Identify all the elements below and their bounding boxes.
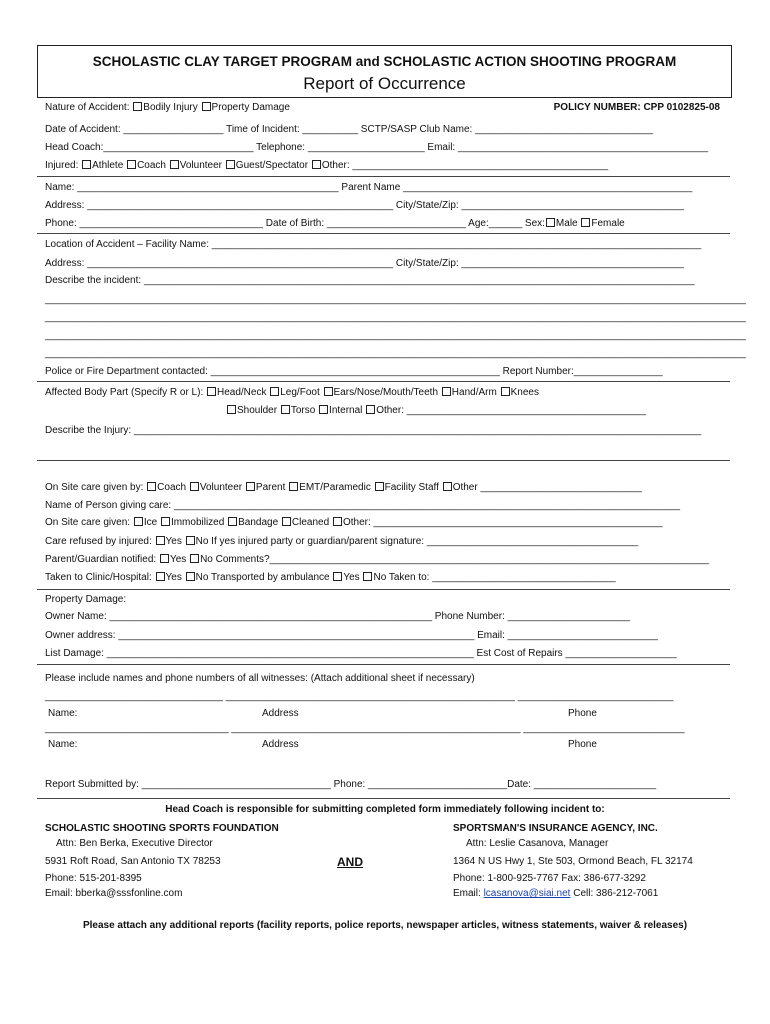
- coach-label: Coach: [137, 160, 166, 171]
- ears-nose-checkbox[interactable]: [324, 387, 333, 396]
- leg-foot-label: Leg/Foot: [280, 387, 320, 398]
- witness-name-label: Name:: [48, 708, 78, 719]
- blank-line[interactable]: ______________________________________________________________________________________________________________________________: [45, 294, 746, 305]
- head-coach-line[interactable]: Head Coach:___________________________ Telephone: _____________________ Email: _____________________________________________: [45, 142, 709, 153]
- ssf-org-name: SCHOLASTIC SHOOTING SPORTS FOUNDATION: [45, 823, 279, 834]
- witness-address-label: Address: [262, 708, 299, 719]
- divider: [37, 798, 730, 799]
- care-other-field[interactable]: Other _____________________________: [452, 482, 642, 493]
- torso-label: Torso: [290, 405, 316, 416]
- hospital-label: Taken to Clinic/Hospital:: [45, 572, 152, 583]
- volunteer-label: Volunteer: [179, 160, 223, 171]
- body-part-row-1: [45, 387, 539, 398]
- care-parent-label: Parent: [255, 482, 286, 493]
- coach-checkbox[interactable]: [127, 160, 136, 169]
- care-person-line[interactable]: Name of Person giving care: ___________________________________________________________________________________________: [45, 500, 681, 511]
- refused-no-checkbox[interactable]: [186, 536, 195, 545]
- witness-line[interactable]: ________________________________ ____________________________________________________ ____________________________: [45, 691, 674, 702]
- knees-checkbox[interactable]: [501, 387, 510, 396]
- internal-checkbox[interactable]: [319, 405, 328, 414]
- form-subtitle: Report of Occurrence: [303, 74, 466, 93]
- insurance-email-label: Email:: [453, 888, 481, 899]
- care-type-row: [45, 517, 663, 528]
- bodily-injury-label: Bodily Injury: [143, 102, 198, 113]
- female-label: Female: [591, 218, 625, 229]
- guest-checkbox[interactable]: [226, 160, 235, 169]
- guardian-notified-row: [45, 554, 709, 565]
- ambulance-label: No Transported by ambulance: [195, 572, 330, 583]
- care-by-label: On Site care given by:: [45, 482, 144, 493]
- insurance-email-link[interactable]: lcasanova@siai.net: [483, 888, 571, 899]
- divider: [37, 233, 730, 234]
- signature-field[interactable]: No If yes injured party or guardian/parent signature: ______________________________________: [195, 536, 639, 547]
- address-line-2[interactable]: Address: _______________________________________________________ City/State/Zip: ________________________________________: [45, 258, 684, 269]
- refused-yes-checkbox[interactable]: [156, 536, 165, 545]
- other-checkbox[interactable]: [312, 160, 321, 169]
- injured-label: Injured:: [45, 160, 79, 171]
- ice-checkbox[interactable]: [134, 517, 143, 526]
- insurance-attn: Attn: Leslie Casanova, Manager: [466, 838, 609, 849]
- care-coach-label: Coach: [157, 482, 187, 493]
- name-parent-line[interactable]: Name: _______________________________________________ Parent Name ____________________________________________________: [45, 182, 693, 193]
- describe-injury-line[interactable]: Describe the Injury: ______________________________________________________________________________________________________: [45, 425, 702, 436]
- policy-number: POLICY NUMBER: CPP 0102825-08: [553, 102, 720, 113]
- ambulance-no-checkbox[interactable]: [363, 572, 372, 581]
- divider: [37, 664, 730, 665]
- head-neck-label: Head/Neck: [217, 387, 267, 398]
- divider: [37, 381, 730, 382]
- care-staff-label: Facility Staff: [384, 482, 439, 493]
- refused-yes-label: Yes: [165, 536, 182, 547]
- insurance-phone: Phone: 1-800-925-7767 Fax: 386-677-3292: [453, 873, 646, 884]
- nature-of-accident-row: [45, 102, 290, 113]
- report-submitted-line[interactable]: Report Submitted by: __________________________________ Phone: _________________________Date: ______________________: [45, 779, 657, 790]
- bandage-checkbox[interactable]: [228, 517, 237, 526]
- hospital-no-checkbox[interactable]: [186, 572, 195, 581]
- witness-address-label: Address: [262, 739, 299, 750]
- care-given-by-row: [45, 482, 642, 493]
- athlete-checkbox[interactable]: [82, 160, 91, 169]
- property-damage-checkbox[interactable]: [202, 102, 211, 111]
- bandage-label: Bandage: [238, 517, 279, 528]
- male-label: Male: [555, 218, 578, 229]
- property-damage-heading: Property Damage:: [45, 594, 127, 605]
- blank-line[interactable]: ______________________________________________________________________________________________________________________________: [45, 348, 746, 359]
- ambulance-yes-label: Yes: [343, 572, 360, 583]
- ambulance-yes-checkbox[interactable]: [333, 572, 342, 581]
- ssf-attn: Attn: Ben Berka, Executive Director: [56, 838, 213, 849]
- address-line-1[interactable]: Address: _______________________________________________________ City/State/Zip: ________________________________________: [45, 200, 684, 211]
- form-title-box: [37, 45, 732, 98]
- care-volunteer-label: Volunteer: [199, 482, 243, 493]
- guardian-label: Parent/Guardian notified:: [45, 554, 157, 565]
- cleaned-label: Cleaned: [291, 517, 330, 528]
- property-damage-label: Property Damage: [211, 102, 290, 113]
- comments-field[interactable]: No Comments?_______________________________________________________________________________: [200, 554, 709, 565]
- nature-label: Nature of Accident:: [45, 102, 130, 113]
- insurance-address: 1364 N US Hwy 1, Ste 503, Ormond Beach, FL 32174: [453, 856, 693, 867]
- hospital-row: [45, 572, 616, 583]
- care-type-other-field[interactable]: Other: ____________________________________________________: [342, 517, 663, 528]
- internal-label: Internal: [329, 405, 363, 416]
- other-field[interactable]: Other: ______________________________________________: [321, 160, 609, 171]
- witness-instructions: Please include names and phone numbers of all witnesses: (Attach additional sheet if necessary): [45, 673, 475, 684]
- cleaned-checkbox[interactable]: [282, 517, 291, 526]
- insurance-cell: Cell: 386-212-7061: [573, 888, 659, 899]
- shoulder-checkbox[interactable]: [227, 405, 236, 414]
- police-report-line[interactable]: Police or Fire Department contacted: ____________________________________________________ Report Number:________________: [45, 366, 663, 377]
- phone-dob-row: [45, 218, 625, 229]
- knees-label: Knees: [510, 387, 539, 398]
- female-checkbox[interactable]: [581, 218, 590, 227]
- care-emt-checkbox[interactable]: [289, 482, 298, 491]
- care-staff-checkbox[interactable]: [375, 482, 384, 491]
- shoulder-label: Shoulder: [237, 405, 278, 416]
- body-part-row-2: [226, 405, 646, 416]
- witness-phone-label: Phone: [568, 708, 597, 719]
- ssf-email: Email: bberka@sssfonline.com: [45, 888, 183, 899]
- ssf-phone: Phone: 515-201-8395: [45, 873, 142, 884]
- care-refused-row: [45, 536, 638, 547]
- hospital-yes-label: Yes: [165, 572, 182, 583]
- witness-name-label: Name:: [48, 739, 78, 750]
- ears-nose-label: Ears/Nose/Mouth/Teeth: [333, 387, 439, 398]
- care-type-label: On Site care given:: [45, 517, 131, 528]
- guardian-yes-checkbox[interactable]: [160, 554, 169, 563]
- submission-notice: Head Coach is responsible for submitting completed form immediately following incident to:: [165, 804, 605, 815]
- torso-checkbox[interactable]: [281, 405, 290, 414]
- other-body-checkbox[interactable]: [366, 405, 375, 414]
- ssf-address: 5931 Roft Road, San Antonio TX 78253: [45, 856, 221, 867]
- divider: [37, 176, 730, 177]
- care-volunteer-checkbox[interactable]: [190, 482, 199, 491]
- immobilized-label: Immobilized: [170, 517, 225, 528]
- care-emt-label: EMT/Paramedic: [299, 482, 371, 493]
- blank-line[interactable]: ______________________________________________________________________________________________________________________________: [45, 312, 746, 323]
- care-coach-checkbox[interactable]: [147, 482, 156, 491]
- divider: [37, 589, 730, 590]
- witness-line[interactable]: _________________________________ ____________________________________________________ _____________________________: [45, 723, 685, 734]
- volunteer-checkbox[interactable]: [170, 160, 179, 169]
- describe-incident-line[interactable]: Describe the incident: ___________________________________________________________________________________________________: [45, 275, 695, 286]
- injured-row: [45, 160, 608, 171]
- hand-arm-label: Hand/Arm: [451, 387, 497, 398]
- date-time-club-line[interactable]: Date of Accident: __________________ Time of Incident: __________ SCTP/SASP Club Name: ________________________________: [45, 124, 654, 135]
- guardian-no-checkbox[interactable]: [190, 554, 199, 563]
- phone-dob-age-line[interactable]: Phone: _________________________________ Date of Birth: _________________________ Age:______ Sex:: [45, 218, 545, 229]
- divider: [37, 460, 730, 461]
- guardian-yes-label: Yes: [169, 554, 187, 565]
- list-damage-line[interactable]: List Damage: __________________________________________________________________ Est Cost of Repairs ____________________: [45, 648, 677, 659]
- and-label: AND: [337, 855, 363, 869]
- insurance-email-row: [453, 888, 658, 899]
- body-part-label: Affected Body Part (Specify R or L):: [45, 387, 204, 398]
- attach-notice: Please attach any additional reports (facility reports, police reports, newspaper articles, witness statements, waiver & releases): [82, 920, 688, 931]
- ice-label: Ice: [143, 517, 158, 528]
- care-parent-checkbox[interactable]: [246, 482, 255, 491]
- location-line[interactable]: Location of Accident – Facility Name: ________________________________________________________________________________________: [45, 239, 702, 250]
- witness-phone-label: Phone: [568, 739, 597, 750]
- owner-address-line[interactable]: Owner address: ________________________________________________________________ Email: ___________________________: [45, 630, 658, 641]
- hand-arm-checkbox[interactable]: [442, 387, 451, 396]
- blank-line[interactable]: ______________________________________________________________________________________________________________________________: [45, 330, 746, 341]
- athlete-label: Athlete: [92, 160, 124, 171]
- form-title: SCHOLASTIC CLAY TARGET PROGRAM and SCHOLASTIC ACTION SHOOTING PROGRAM: [92, 54, 677, 69]
- care-type-other-checkbox[interactable]: [333, 517, 342, 526]
- owner-name-line[interactable]: Owner Name: __________________________________________________________ Phone Number: ______________________: [45, 611, 630, 622]
- insurance-org-name: SPORTSMAN'S INSURANCE AGENCY, INC.: [453, 823, 658, 834]
- other-body-field[interactable]: Other: ___________________________________________: [376, 405, 646, 416]
- care-refused-label: Care refused by injured:: [45, 536, 152, 547]
- male-checkbox[interactable]: [546, 218, 555, 227]
- guest-label: Guest/Spectator: [235, 160, 309, 171]
- leg-foot-checkbox[interactable]: [270, 387, 279, 396]
- immobilized-checkbox[interactable]: [161, 517, 170, 526]
- bodily-injury-checkbox[interactable]: [133, 102, 142, 111]
- care-other-checkbox[interactable]: [443, 482, 452, 491]
- hospital-yes-checkbox[interactable]: [156, 572, 165, 581]
- taken-to-field[interactable]: No Taken to: _________________________________: [373, 572, 616, 583]
- head-neck-checkbox[interactable]: [207, 387, 216, 396]
